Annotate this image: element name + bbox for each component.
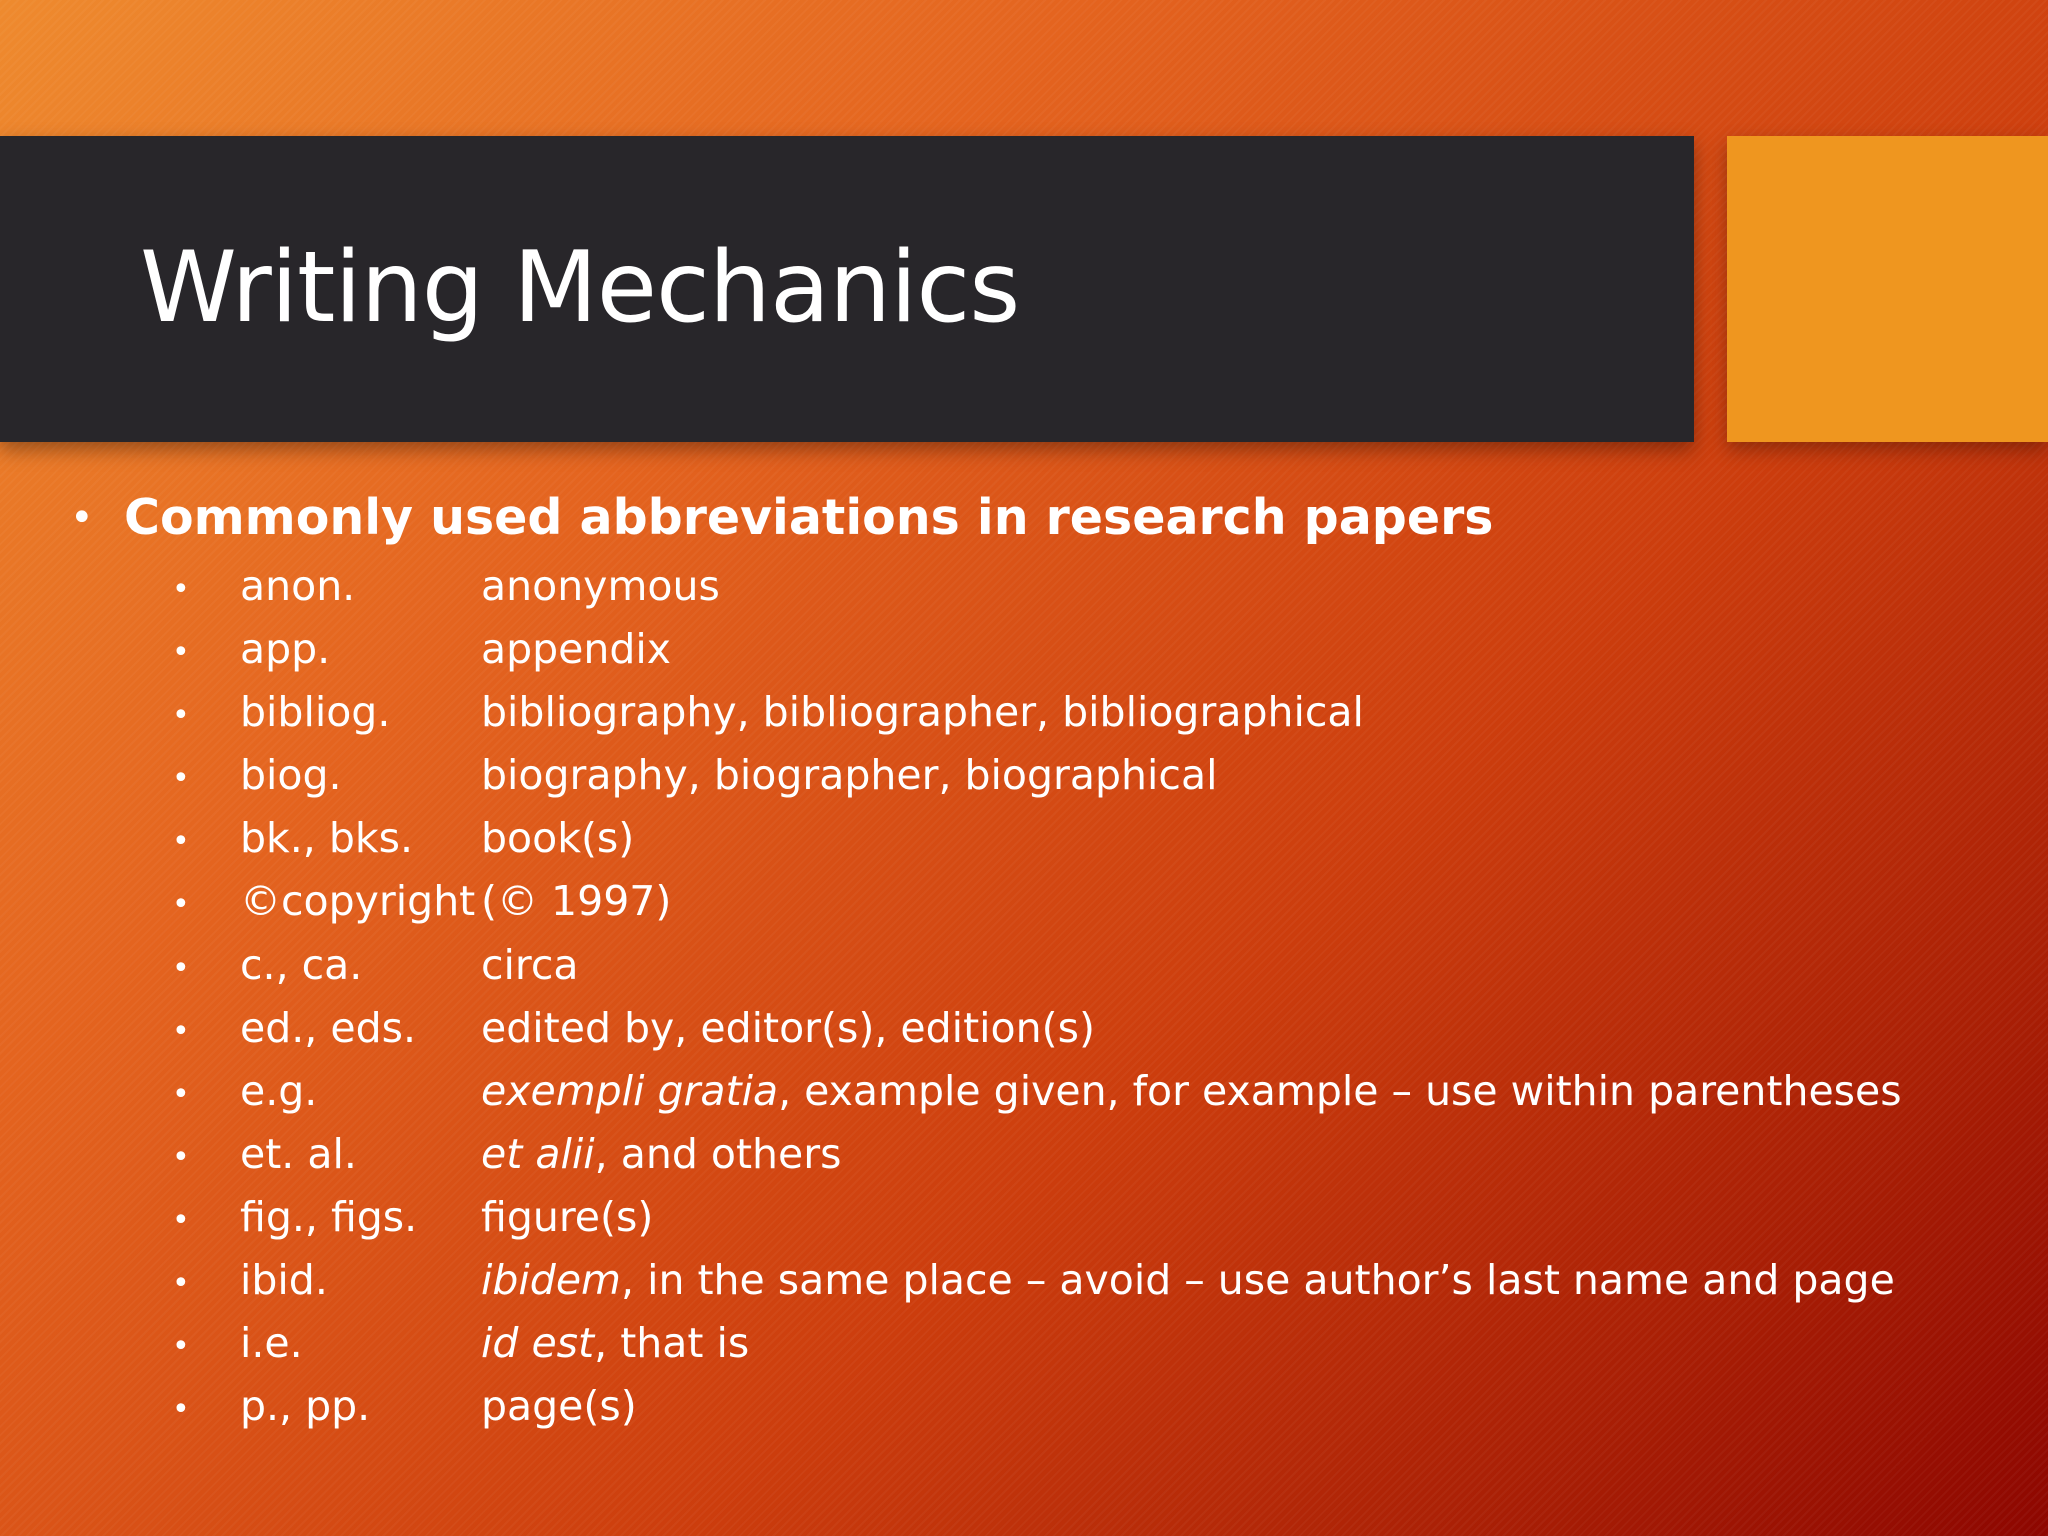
abbreviation: i.e. [240, 1319, 303, 1368]
list-item [0, 812, 2000, 875]
abbreviation-meaning [481, 875, 671, 927]
abbreviation: fig., figs. [240, 1192, 418, 1241]
abbreviation-meaning [481, 1254, 1895, 1306]
latin-term: exempli gratia [481, 1066, 779, 1115]
abbreviation-meaning [481, 939, 579, 991]
section-heading: Commonly used abbreviations in research papers [124, 489, 1494, 546]
abbreviation-meaning [481, 812, 634, 864]
bullet-icon: • [172, 572, 190, 607]
abbreviation: et. al. [240, 1129, 357, 1178]
bullet-icon: • [70, 495, 94, 541]
abbreviation-meaning [481, 1128, 841, 1180]
list-item [0, 1128, 2000, 1191]
abbreviation-meaning [481, 1191, 653, 1243]
meaning-text: , that is [594, 1319, 750, 1368]
bullet-icon: • [172, 824, 190, 860]
abbreviation: bibliog. [240, 688, 391, 737]
bullet-icon: • [172, 635, 190, 671]
bullet-icon: • [172, 1329, 190, 1365]
abbreviation: ibid. [240, 1256, 328, 1305]
list-item [0, 1254, 2000, 1317]
abbreviation: c., ca. [240, 940, 363, 989]
list-item [0, 1002, 2000, 1065]
meaning-text: , example given, for example – use within parentheses [778, 1066, 1902, 1115]
list-item [0, 875, 2000, 938]
slide-title: Writing Mechanics [140, 231, 1020, 345]
list-item [0, 1191, 2000, 1254]
bullet-icon: • [172, 1392, 190, 1428]
meaning-text: edited by, editor(s), edition(s) [481, 1003, 1095, 1052]
meaning-text: bibliography, bibliographer, bibliographical [481, 688, 1364, 737]
abbreviation-list [0, 560, 2000, 1443]
list-item [0, 623, 2000, 686]
bullet-icon: • [172, 887, 190, 923]
list-item [0, 686, 2000, 749]
list-item [0, 560, 2000, 623]
bullet-icon: • [172, 1202, 190, 1238]
abbreviation: ©copyright [240, 877, 476, 926]
meaning-text: appendix [481, 625, 672, 674]
list-item [0, 1065, 2000, 1128]
latin-term: et alii [481, 1129, 595, 1178]
meaning-text: circa [481, 940, 579, 989]
abbreviation-meaning [481, 1380, 637, 1432]
meaning-text: page(s) [481, 1382, 637, 1431]
list-item [0, 1317, 2000, 1380]
latin-term: ibidem [481, 1256, 621, 1305]
list-item [0, 1380, 2000, 1443]
abbreviation: e.g. [240, 1066, 318, 1115]
abbreviation-meaning [481, 560, 720, 612]
meaning-text: (© 1997) [481, 877, 672, 926]
bullet-icon: • [172, 1266, 190, 1302]
abbreviation: anon. [240, 562, 356, 610]
meaning-text: biography, biographer, biographical [481, 751, 1218, 800]
bullet-icon: • [172, 1139, 190, 1175]
list-item [0, 749, 2000, 812]
bullet-icon: • [172, 1013, 190, 1049]
abbreviation: biog. [240, 751, 342, 800]
abbreviation: bk., bks. [240, 814, 414, 863]
abbreviation-meaning [481, 1317, 749, 1369]
bullet-icon: • [172, 950, 190, 986]
meaning-text: figure(s) [481, 1192, 654, 1241]
abbreviation: p., pp. [240, 1382, 371, 1431]
abbreviation-meaning [481, 1065, 1902, 1117]
abbreviation: ed., eds. [240, 1003, 416, 1052]
list-item [0, 939, 2000, 1002]
abbreviation-meaning [481, 686, 1364, 738]
meaning-text: anonymous [481, 562, 720, 610]
abbreviation-meaning [481, 749, 1217, 801]
abbreviation: app. [240, 625, 331, 674]
bullet-icon: • [172, 761, 190, 797]
abbreviation-meaning [481, 1002, 1095, 1054]
meaning-text: book(s) [481, 814, 635, 863]
latin-term: id est [481, 1319, 595, 1368]
meaning-text: , in the same place – avoid – use author’s last name and page [621, 1256, 1895, 1305]
bullet-icon: • [172, 698, 190, 734]
bullet-icon: • [172, 1076, 190, 1112]
abbreviation-meaning [481, 623, 671, 675]
meaning-text: , and others [594, 1129, 842, 1178]
